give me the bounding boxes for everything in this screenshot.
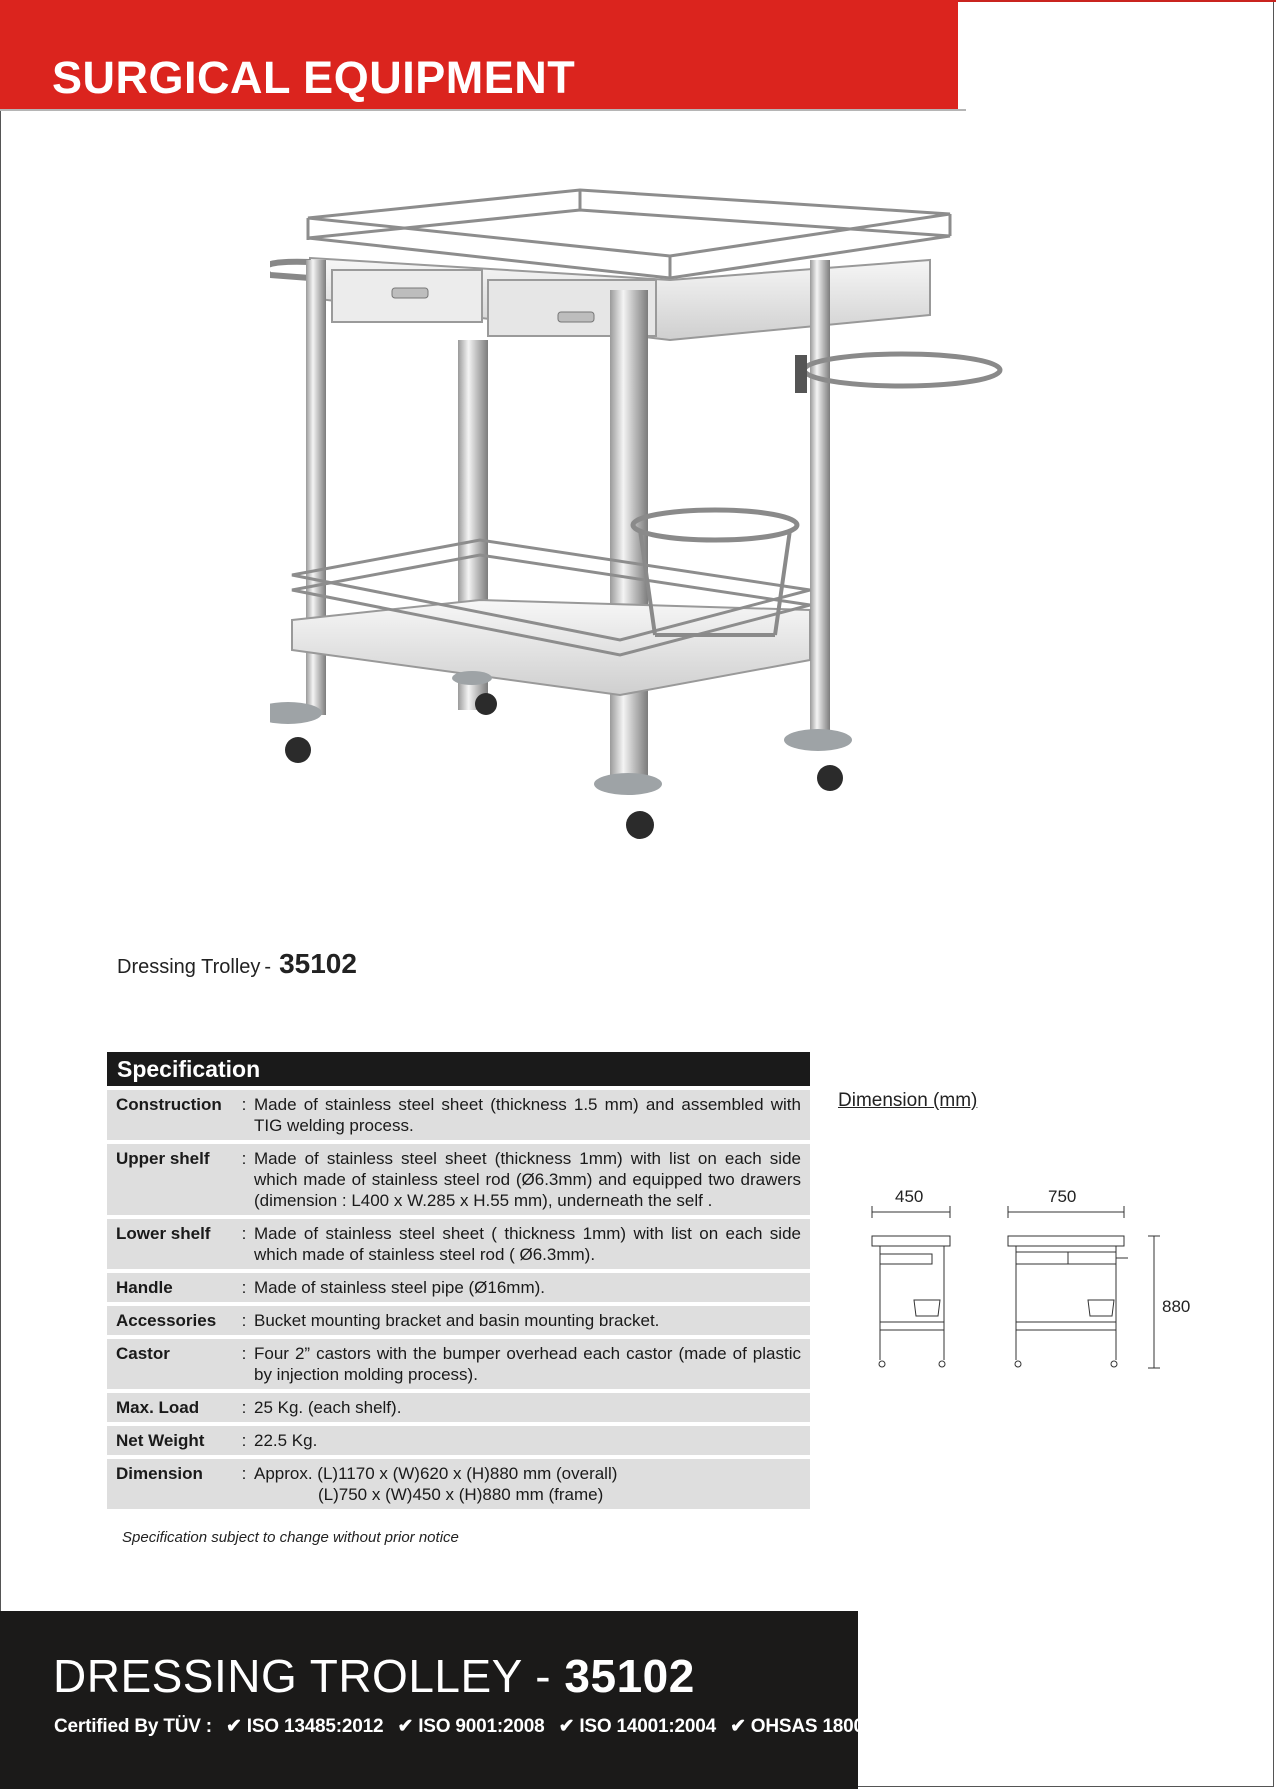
spec-row (107, 1339, 810, 1389)
leg-back-right (810, 260, 830, 730)
spec-value (254, 1430, 801, 1451)
spec-colon: : (241, 1311, 247, 1330)
footer-product-name (53, 1649, 695, 1703)
spec-label: Construction (116, 1095, 222, 1114)
spec-value (254, 1094, 801, 1136)
spec-colon: : (241, 1398, 247, 1417)
specification-table (107, 1052, 810, 1509)
spec-label: Castor (116, 1344, 170, 1363)
spec-row (107, 1273, 810, 1302)
spec-value-line: Made of stainless steel sheet (thickness 1mm) with list on each side which made of stainless steel rod (Ø6.3mm) and equipped two drawers (dimension : L400 x W.285 x H.55 mm), underneath the self . (254, 1149, 801, 1210)
category-title: SURGICAL EQUIPMENT (52, 52, 576, 103)
footer-product-code: 35102 (564, 1650, 695, 1702)
bucket-ring (633, 510, 797, 540)
spec-row (107, 1426, 810, 1455)
check-icon: ✔ (226, 1716, 242, 1737)
product-photo (270, 180, 1110, 960)
spec-value (254, 1277, 801, 1298)
check-icon: ✔ (397, 1716, 414, 1737)
spec-colon: : (241, 1224, 247, 1243)
side-handle (270, 262, 310, 278)
spec-value (254, 1463, 801, 1505)
spec-label: Handle (116, 1278, 173, 1297)
spec-row (107, 1090, 810, 1140)
caption-separator: - (264, 956, 272, 978)
dimension-title: Dimension (mm) (838, 1090, 978, 1111)
dimension-width: 450 (895, 1187, 924, 1206)
spec-label: Max. Load (116, 1398, 200, 1417)
spec-row (107, 1144, 810, 1215)
dimension-drawing (860, 1180, 1210, 1380)
spec-value (254, 1223, 801, 1265)
spec-colon: : (241, 1278, 247, 1297)
footer-separator: - (535, 1650, 552, 1702)
spec-value-line: 25 Kg. (each shelf). (254, 1398, 402, 1417)
spec-row (107, 1306, 810, 1335)
spec-colon: : (241, 1095, 247, 1114)
castors (270, 671, 852, 839)
spec-label: Accessories (116, 1311, 217, 1330)
header-banner (0, 0, 958, 110)
spec-colon: : (241, 1344, 247, 1363)
footer-name-text: DRESSING TROLLEY (53, 1650, 523, 1702)
spec-colon: : (241, 1149, 247, 1168)
spec-value-line: 22.5 Kg. (254, 1431, 318, 1450)
caption-label: Dressing Trolley (117, 956, 261, 978)
drawer-handle-left (392, 288, 428, 298)
certification-line (54, 1715, 922, 1738)
specification-note: Specification subject to change without prior notice (122, 1529, 459, 1546)
dimension-height: 880 (1162, 1297, 1191, 1316)
specification-heading: Specification (107, 1052, 810, 1086)
header-rule (0, 109, 966, 111)
cert-item: ISO 14001:2004 (579, 1716, 716, 1737)
spec-value (254, 1397, 801, 1418)
spec-row (107, 1219, 810, 1269)
cert-item: ISO 13485:2012 (246, 1716, 384, 1737)
spec-value-line: Four 2” castors with the bumper overhead each castor (made of plastic by injection molding process). (254, 1344, 801, 1384)
spec-value-line: Made of stainless steel sheet ( thickness 1mm) with list on each side which made of stainless steel rod ( Ø6.3mm). (254, 1224, 801, 1264)
spec-value-line: Made of stainless steel pipe (Ø16mm). (254, 1278, 546, 1297)
spec-label: Dimension (116, 1464, 203, 1483)
cert-item: ISO 9001:2008 (418, 1716, 545, 1737)
product-code: 35102 (279, 948, 357, 979)
drawer-handle-right (558, 312, 594, 322)
check-icon: ✔ (730, 1716, 746, 1737)
footer-banner (0, 1611, 922, 1789)
cert-item: OHSAS 18001:2007 (750, 1716, 922, 1737)
certified-label: Certified By TÜV : (54, 1716, 212, 1737)
spec-value-line: (L)750 x (W)450 x (H)880 mm (frame) (318, 1485, 604, 1504)
check-icon: ✔ (558, 1716, 575, 1737)
spec-colon: : (241, 1431, 247, 1450)
spec-value-line: Approx. (L)1170 x (W)620 x (H)880 mm (overall) (254, 1464, 618, 1483)
lower-shelf (292, 600, 810, 695)
spec-label: Upper shelf (116, 1149, 210, 1168)
top-rule (958, 0, 1276, 2)
spec-value (254, 1343, 801, 1385)
spec-label: Lower shelf (116, 1224, 211, 1243)
spec-row (107, 1459, 810, 1509)
spec-label: Net Weight (116, 1431, 205, 1450)
spec-value (254, 1310, 801, 1331)
dimension-length: 750 (1048, 1187, 1077, 1206)
basin-ring (804, 354, 1000, 386)
specification-rows (107, 1090, 810, 1509)
spec-row (107, 1393, 810, 1422)
spec-value-line: Made of stainless steel sheet (thickness 1.5 mm) and assembled with TIG welding process. (254, 1095, 801, 1135)
product-caption (117, 948, 357, 980)
spec-colon: : (241, 1464, 247, 1483)
spec-value (254, 1148, 801, 1211)
spec-value-line: Bucket mounting bracket and basin mounting bracket. (254, 1311, 660, 1330)
